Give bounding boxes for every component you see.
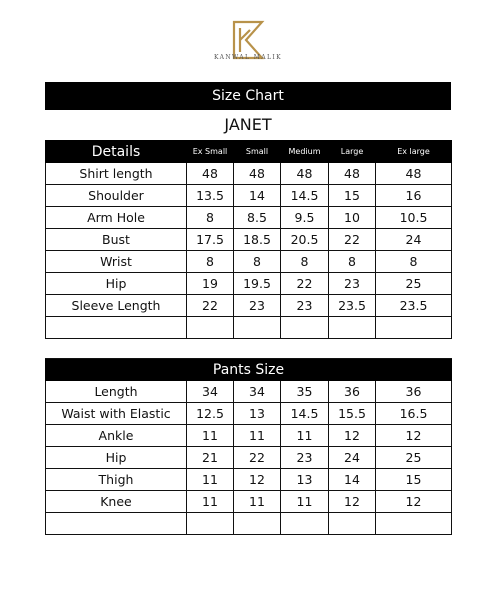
table-row [46,491,452,513]
measurement-value [376,513,452,535]
measurement-value [329,317,376,339]
measurement-label: Arm Hole [46,207,187,229]
measurement-value: 12 [329,425,376,447]
measurement-value: 20.5 [281,229,329,251]
measurement-label: Hip [46,447,187,469]
table-row [46,469,452,491]
table-row [46,403,452,425]
measurement-value: 8 [234,251,281,273]
measurement-value: 13 [281,469,329,491]
measurement-label: Waist with Elastic [46,403,187,425]
measurement-value [281,317,329,339]
table-row [46,229,452,251]
measurement-value: 22 [329,229,376,251]
measurement-value: 12 [376,425,452,447]
measurement-value: 48 [187,163,234,185]
measurement-label: Length [46,381,187,403]
measurement-value: 24 [376,229,452,251]
measurement-value: 11 [281,425,329,447]
measurement-label: Thigh [46,469,187,491]
measurement-value: 16.5 [376,403,452,425]
table-row [46,163,452,185]
measurement-value [187,513,234,535]
measurement-value: 15 [329,185,376,207]
measurement-value: 10.5 [376,207,452,229]
measurement-value [281,513,329,535]
measurement-value: 8 [376,251,452,273]
brand-name: KANWAL MALIK [213,54,283,61]
measurement-label: Shoulder [46,185,187,207]
table-row [46,185,452,207]
measurement-value: 10 [329,207,376,229]
measurement-value: 18.5 [234,229,281,251]
measurement-value: 22 [281,273,329,295]
page-title: Size Chart [45,82,451,110]
measurement-value: 8 [187,207,234,229]
measurement-value: 25 [376,273,452,295]
measurement-label: Sleeve Length [46,295,187,317]
table-row [46,251,452,273]
measurement-value: 23 [234,295,281,317]
measurement-value: 22 [187,295,234,317]
measurement-value: 23.5 [329,295,376,317]
measurement-value: 14 [329,469,376,491]
measurement-value: 14.5 [281,403,329,425]
measurement-value [234,317,281,339]
measurement-value: 23 [329,273,376,295]
measurement-label [46,317,187,339]
measurement-value: 25 [376,447,452,469]
measurement-label: Wrist [46,251,187,273]
measurement-value: 8 [329,251,376,273]
pants-section-header [46,359,452,381]
measurement-value: 34 [234,381,281,403]
measurement-value: 15 [376,469,452,491]
measurement-value [376,317,452,339]
size-header-medium: Medium [281,141,329,163]
measurement-value: 23 [281,295,329,317]
measurement-value [234,513,281,535]
product-name: JANET [224,115,272,134]
measurement-value: 23.5 [376,295,452,317]
measurement-value: 48 [281,163,329,185]
table-row [46,207,452,229]
measurement-value: 16 [376,185,452,207]
measurement-value: 17.5 [187,229,234,251]
measurement-value: 9.5 [281,207,329,229]
measurement-label: Bust [46,229,187,251]
table-row [46,295,452,317]
column-header-row [46,141,452,163]
size-header-ex-large: Ex large [376,141,452,163]
measurement-value: 24 [329,447,376,469]
table-row [46,425,452,447]
measurement-value: 11 [281,491,329,513]
measurement-value: 48 [329,163,376,185]
measurement-value: 48 [234,163,281,185]
measurement-value: 21 [187,447,234,469]
measurement-value: 11 [187,425,234,447]
measurement-value: 15.5 [329,403,376,425]
measurement-label [46,513,187,535]
measurement-value: 12.5 [187,403,234,425]
measurement-label: Shirt length [46,163,187,185]
size-header-ex-small: Ex Small [187,141,234,163]
measurement-value: 35 [281,381,329,403]
measurement-value: 11 [234,491,281,513]
measurement-value: 11 [187,491,234,513]
spacer-cell [46,339,452,359]
measurement-value: 11 [234,425,281,447]
measurement-value: 34 [187,381,234,403]
section-spacer [46,339,452,359]
measurement-value: 14.5 [281,185,329,207]
measurement-value: 14 [234,185,281,207]
measurement-value [187,317,234,339]
measurement-value: 8.5 [234,207,281,229]
table-row [46,381,452,403]
table-row [46,273,452,295]
measurement-value: 13 [234,403,281,425]
measurement-value: 23 [281,447,329,469]
measurement-value: 8 [187,251,234,273]
measurement-label: Ankle [46,425,187,447]
measurement-value [329,513,376,535]
measurement-value: 12 [376,491,452,513]
table-row [46,447,452,469]
pants-section-title: Pants Size [46,359,452,381]
measurement-value: 36 [329,381,376,403]
measurement-value: 12 [234,469,281,491]
measurement-value: 48 [376,163,452,185]
measurement-value: 11 [187,469,234,491]
table-row [46,317,452,339]
measurement-value: 19.5 [234,273,281,295]
measurement-value: 8 [281,251,329,273]
measurement-value: 12 [329,491,376,513]
table-row [46,513,452,535]
measurement-label: Knee [46,491,187,513]
size-header-small: Small [234,141,281,163]
details-header: Details [46,141,187,163]
measurement-value: 22 [234,447,281,469]
measurement-value: 13.5 [187,185,234,207]
measurement-value: 19 [187,273,234,295]
measurement-label: Hip [46,273,187,295]
size-chart-table [45,140,452,535]
measurement-value: 36 [376,381,452,403]
size-header-large: Large [329,141,376,163]
